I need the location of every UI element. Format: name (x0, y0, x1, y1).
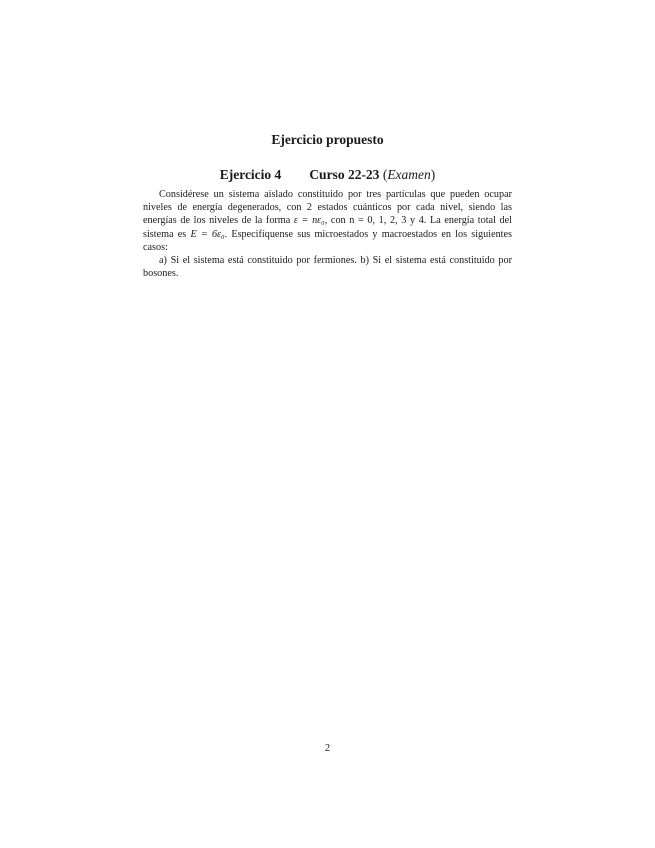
section-title: Ejercicio propuesto (271, 132, 384, 147)
course-label: Curso 22-23 (309, 167, 380, 182)
exercise-source: Examen (387, 167, 431, 182)
exercise-header (0, 167, 655, 183)
page-number: 2 (324, 743, 331, 754)
open-paren: ( (382, 167, 388, 182)
statement-text-3: . Especifíquense sus microestados y macroestados en los siguientes casos: (143, 228, 513, 253)
exercise-label: Ejercicio 4 (219, 167, 282, 182)
statement-text-1: Considérese un sistema aislado constituido por tres partículas que pueden ocupar niveles de energía degenerados, con 2 estados cuánticos por cada nivel, siendo las energías de los niveles de la forma (143, 189, 512, 227)
statement-paragraph (143, 188, 512, 254)
close-paren: ) (430, 167, 436, 182)
energy-formula: ε = nε₀ (293, 215, 325, 227)
exercise-statement (143, 188, 512, 280)
total-energy-formula: E = 6ε₀ (190, 228, 225, 240)
cases-paragraph: a) Si el sistema está constituido por fermiones. b) Si el sistema está constituido por bosones. (143, 255, 512, 280)
statement-text-2: , con n = 0, 1, 2, 3 y 4. La energía total del sistema es (143, 215, 512, 240)
